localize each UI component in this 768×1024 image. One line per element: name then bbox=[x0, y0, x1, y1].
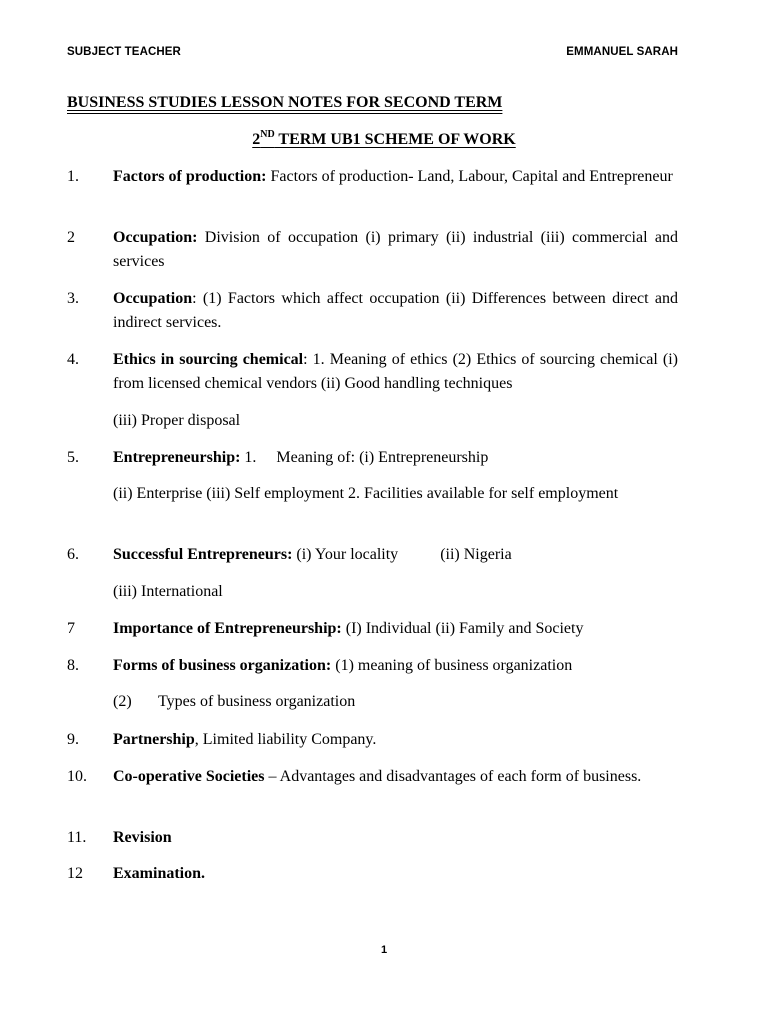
item-number: 7 bbox=[67, 620, 75, 637]
item-text: Occupation: Division of occupation (i) primary (ii) industrial (iii) commercial and services bbox=[113, 229, 678, 270]
item-continuation: (ii) Enterprise (iii) Self employment 2. Facilities available for self employment bbox=[113, 485, 619, 502]
list-item bbox=[67, 654, 678, 678]
item-continuation: (2) Types of business organization bbox=[113, 693, 356, 710]
item-text: Importance of Entrepreneurship: (I) Individual (ii) Family and Society bbox=[113, 620, 584, 637]
item-number: 8. bbox=[67, 657, 79, 674]
list-item bbox=[67, 348, 678, 395]
document-title: BUSINESS STUDIES LESSON NOTES FOR SECOND TERM bbox=[67, 94, 503, 111]
list-item bbox=[67, 728, 678, 752]
page-number: 1 bbox=[380, 944, 388, 956]
list-item bbox=[67, 765, 678, 789]
document-subtitle bbox=[0, 129, 768, 149]
item-number: 12 bbox=[67, 865, 83, 882]
item-number: 4. bbox=[67, 351, 79, 368]
subtitle-text: TERM UB1 SCHEME OF WORK bbox=[274, 131, 516, 148]
item-number: 3. bbox=[67, 290, 79, 307]
page-header bbox=[67, 46, 678, 58]
list-item bbox=[67, 862, 678, 886]
item-text: Successful Entrepreneurs: (i) Your locality (ii) Nigeria bbox=[113, 546, 512, 563]
item-text: Factors of production: Factors of production- Land, Labour, Capital and Entrepreneur bbox=[113, 168, 673, 185]
item-number: 1. bbox=[67, 168, 79, 185]
item-number: 2 bbox=[67, 229, 75, 246]
item-text: Co-operative Societies – Advantages and disadvantages of each form of business. bbox=[113, 768, 642, 785]
item-text: Examination. bbox=[113, 865, 206, 882]
item-number: 10. bbox=[67, 768, 87, 785]
item-text: Occupation: (1) Factors which affect occupation (ii) Differences between direct and indirect services. bbox=[113, 290, 678, 331]
item-number: 6. bbox=[67, 546, 79, 563]
list-item bbox=[67, 446, 678, 470]
item-text: Forms of business organization: (1) meaning of business organization bbox=[113, 657, 573, 674]
header-left: SUBJECT TEACHER bbox=[67, 46, 181, 58]
item-text: Entrepreneurship: 1. Meaning of: (i) Entrepreneurship bbox=[113, 449, 489, 466]
list-item bbox=[67, 226, 678, 273]
item-text: Partnership, Limited liability Company. bbox=[113, 731, 377, 748]
item-number: 9. bbox=[67, 731, 79, 748]
subtitle-superscript: ND bbox=[260, 129, 275, 140]
item-text: Revision bbox=[113, 829, 172, 846]
header-right: EMMANUEL SARAH bbox=[566, 46, 678, 58]
item-text: Ethics in sourcing chemical: 1. Meaning of ethics (2) Ethics of sourcing chemical (i) from licensed chemical vendors (ii) Good handling techniques bbox=[113, 351, 679, 392]
item-number: 11. bbox=[67, 829, 87, 846]
list-item bbox=[67, 617, 678, 641]
list-item bbox=[67, 287, 678, 334]
item-continuation: (iii) International bbox=[113, 583, 223, 600]
subtitle-number: 2 bbox=[252, 131, 261, 148]
item-number: 5. bbox=[67, 449, 79, 466]
item-continuation: (iii) Proper disposal bbox=[113, 412, 241, 429]
list-item bbox=[67, 543, 678, 567]
list-item bbox=[67, 165, 678, 189]
list-item bbox=[67, 826, 678, 850]
